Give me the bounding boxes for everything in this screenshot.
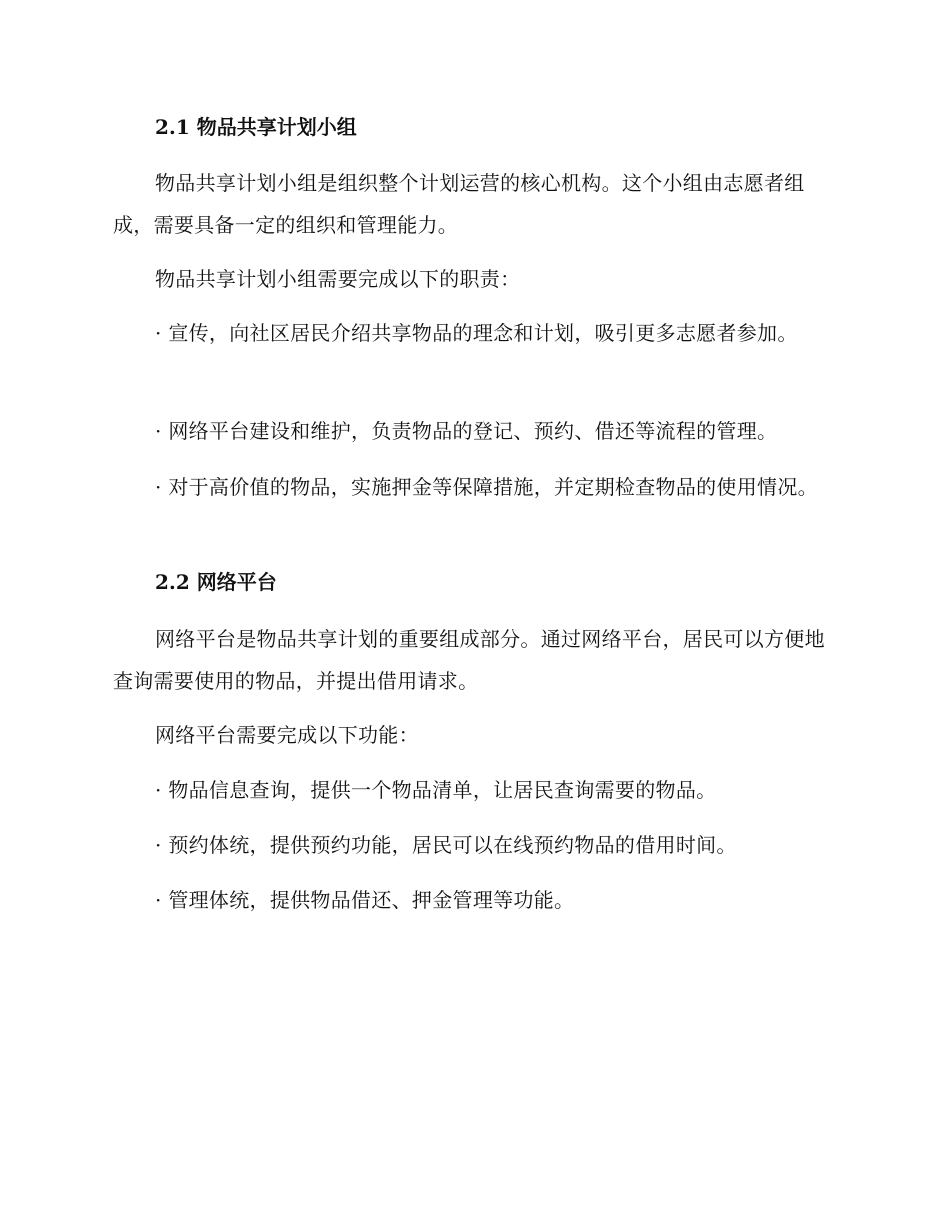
bullet-item: · 物品信息查询，提供一个物品清单，让居民查询需要的物品。 <box>155 778 717 802</box>
bullet-item: · 网络平台建设和维护，负责物品的登记、预约、借还等流程的管理。 <box>155 419 778 443</box>
bullet-item: · 预约体统，提供预约功能，居民可以在线预约物品的借用时间。 <box>155 833 737 857</box>
bullet-item: · 宣传，向社区居民介绍共享物品的理念和计划，吸引更多志愿者参加。 <box>155 321 798 345</box>
paragraph: 网络平台是物品共享计划的重要组成部分。通过网络平台，居民可以方便地查询需要使用的物品，并提出借用请求。 <box>113 627 825 693</box>
paragraph: 物品共享计划小组是组织整个计划运营的核心机构。这个小组由志愿者组成，需要具备一定的组织和管理能力。 <box>113 171 805 237</box>
paragraph: 网络平台需要完成以下功能： <box>155 723 419 747</box>
section-heading: 2.1 物品共享计划小组 <box>155 115 357 139</box>
bullet-item: · 对于高价值的物品，实施押金等保障措施，并定期检查物品的使用情况。 <box>155 475 818 499</box>
paragraph: 物品共享计划小组需要完成以下的职责： <box>155 267 521 291</box>
bullet-item: · 管理体统，提供物品借还、押金管理等功能。 <box>155 888 575 912</box>
section-heading: 2.2 网络平台 <box>155 570 277 594</box>
